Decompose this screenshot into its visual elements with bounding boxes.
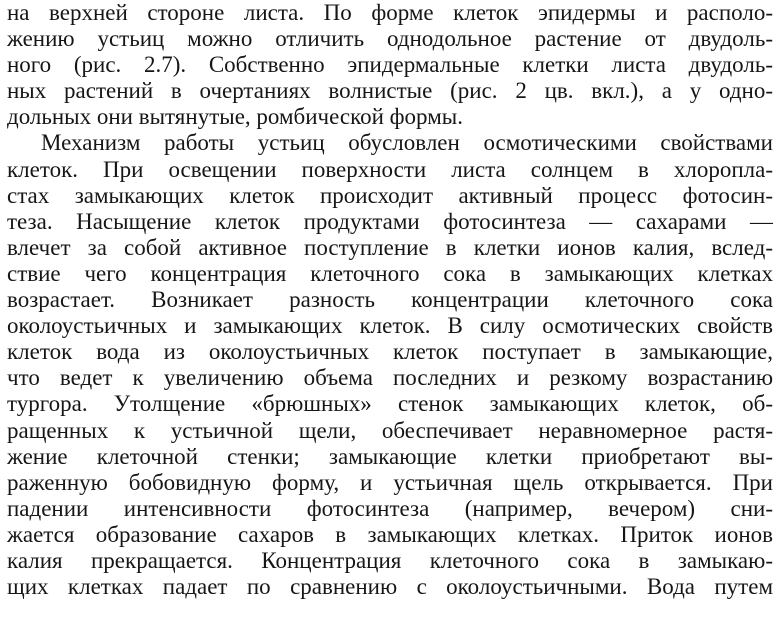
text-line: клеток. При освещении поверхности листа солнцем в хлоропла- <box>7 156 773 182</box>
text-line: падении интенсивности фотосинтеза (например, вечером) сни- <box>7 495 773 521</box>
text-line: дольных они вытянутые, ромбической формы. <box>7 104 463 130</box>
text-line: возрастает. Возникает разность концентрации клеточного сока <box>7 287 773 313</box>
text-line: влечет за собой активное поступление в клетки ионов калия, вслед- <box>7 234 773 260</box>
text-line: ствие чего концентрация клеточного сока в замыкающих клетках <box>7 260 773 286</box>
text-line: стах замыкающих клеток происходит активный процесс фотосин- <box>7 182 773 208</box>
text-line: теза. Насыщение клеток продуктами фотосинтеза — сахарами — <box>7 208 773 234</box>
paragraph-epidermis <box>7 0 773 130</box>
text-line: ного (рис. 2.7). Собственно эпидермальные клетки листа двудоль- <box>7 52 773 78</box>
text-line: что ведет к увеличению объема последних и резкому возрастанию <box>7 365 773 391</box>
text-line: тургора. Утолщение «брюшных» стенок замыкающих клеток, об- <box>7 391 773 417</box>
text-line: раженную бобовидную форму, и устьичная щель открывается. При <box>7 469 773 495</box>
text-line: жению устьиц можно отличить однодольное растение от двудоль- <box>7 26 773 52</box>
text-line: ращенных к устьичной щели, обеспечивает неравномерное растя- <box>7 417 773 443</box>
text-line: околоустьичных и замыкающих клеток. В силу осмотических свойств <box>7 313 773 339</box>
paragraph-stomata-mechanism <box>7 130 773 600</box>
text-line: жение клеточной стенки; замыкающие клетки приобретают вы- <box>7 443 773 469</box>
text-line: на верхней стороне листа. По форме клеток эпидермы и располо- <box>7 0 773 25</box>
text-line: жается образование сахаров в замыкающих клетках. Приток ионов <box>7 521 773 547</box>
text-line: калия прекращается. Концентрация клеточного сока в замыкаю- <box>7 547 773 573</box>
text-line: щих клетках падает по сравнению с околоустьичными. Вода путем <box>7 574 773 600</box>
text-line: ных растений в очертаниях волнистые (рис. 2 цв. вкл.), а у одно- <box>7 78 773 104</box>
text-line: клеток вода из околоустьичных клеток поступает в замыкающие, <box>7 339 773 365</box>
text-line: Механизм работы устьиц обусловлен осмотическими свойствами <box>41 130 773 156</box>
